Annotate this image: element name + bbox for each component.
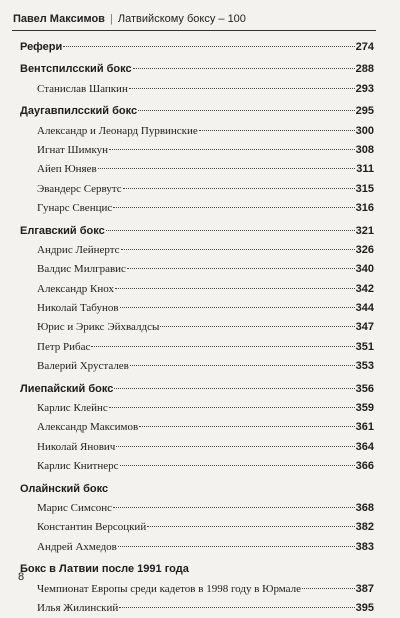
toc-entry [20,538,374,557]
dot-leader [109,149,355,150]
toc-label: Эвандерс Сервутс [37,182,122,195]
toc-entry [20,357,374,376]
toc-page-number: 326 [355,243,374,256]
dot-leader [115,288,355,289]
dot-leader [147,526,354,527]
toc-entry [20,241,374,260]
toc-label: Валдис Милгравис [37,263,126,276]
dot-leader [160,326,354,327]
dot-leader [63,46,354,47]
toc-entry [20,399,374,418]
dot-leader [138,110,355,111]
toc-label: Игнат Шимкун [37,143,109,156]
toc-entry [20,260,374,279]
header-book-title: Латвийскому боксу – 100 [117,13,246,25]
toc-page-number: 395 [355,601,374,614]
toc-label: Илья Жилинский [37,601,119,614]
running-header [13,13,246,25]
toc-entry [20,580,374,599]
toc-label: Айеп Юняев [37,163,97,176]
dot-leader [123,188,355,189]
toc-section [20,560,374,579]
dot-leader [91,346,354,347]
toc-entry [20,180,374,199]
toc-page-number: 359 [355,402,374,415]
toc-entry [20,141,374,160]
toc-page-number: 315 [355,182,374,195]
dot-leader [118,546,355,547]
toc-label: Андрей Ахмедов [37,540,117,553]
dot-leader [116,446,354,447]
dot-leader [133,68,355,69]
dot-leader [113,207,354,208]
toc-label: Олайнский бокс [20,482,109,495]
toc-page-number: 300 [355,124,374,137]
dot-leader [139,426,354,427]
dot-leader [121,249,355,250]
dot-leader [199,130,355,131]
toc-entry [20,280,374,299]
toc-section [20,380,374,399]
table-of-contents [20,38,374,618]
toc-label: Марис Симсонс [37,501,113,514]
toc-page-number: 382 [355,521,374,534]
toc-label: Бокс в Латвии после 1991 года [20,563,189,576]
dot-leader [302,588,355,589]
toc-label: Станислав Шапкин [37,82,128,95]
toc-entry [20,338,374,357]
toc-section [20,480,374,499]
dot-leader [130,365,355,366]
header-rule [12,30,376,31]
dot-leader [114,388,354,389]
toc-section [20,222,374,241]
toc-page-number: 293 [355,82,374,95]
toc-entry [20,160,374,179]
toc-entry [20,199,374,218]
toc-page-number: 364 [355,440,374,453]
toc-page-number: 321 [355,224,374,237]
toc-label: Андрис Лейнертс [37,243,120,256]
toc-label: Рефери [20,41,63,53]
toc-section [20,38,374,57]
header-author: Павел Максимов [13,13,105,25]
toc-entry [20,457,374,476]
dot-leader [109,407,355,408]
toc-entry [20,599,374,618]
toc-label: Александр Кнох [37,282,114,295]
dot-leader [129,88,355,89]
toc-page-number: 347 [355,321,374,334]
toc-entry [20,122,374,141]
toc-page-number: 344 [355,302,374,315]
toc-label: Лиепайский бокс [20,382,114,395]
toc-label: Чемпионат Европы среди кадетов в 1998 году в Юрмале [37,582,302,595]
toc-label: Петр Рибас [37,340,91,353]
toc-label: Елгавский бокс [20,224,105,237]
toc-section [20,60,374,79]
toc-entry [20,80,374,99]
toc-label: Николай Табунов [37,302,119,315]
toc-page-number: 387 [355,582,374,595]
toc-page-number: 368 [355,501,374,514]
toc-page-number: 356 [355,382,374,395]
dot-leader [120,465,355,466]
toc-label: Валерий Хрусталев [37,360,129,373]
dot-leader [113,507,355,508]
toc-entry [20,499,374,518]
toc-entry [20,318,374,337]
toc-page-number: 342 [355,282,374,295]
toc-page-number: 366 [355,460,374,473]
toc-label: Карлис Клейнс [37,402,108,415]
toc-label: Александр и Леонард Пурвинские [37,124,198,137]
toc-page-number: 361 [355,421,374,434]
toc-label: Карлис Книтнерс [37,460,119,473]
toc-page-number: 288 [355,63,374,76]
dot-leader [98,168,356,169]
toc-label: Николай Янович [37,440,116,453]
toc-page-number: 295 [355,105,374,118]
toc-section [20,102,374,121]
toc-page-number: 316 [355,202,374,215]
toc-page-number: 340 [355,263,374,276]
dot-leader [120,307,355,308]
toc-label: Константин Версоцкий [37,521,147,534]
dot-leader [119,607,354,608]
toc-page-number: 311 [356,163,374,176]
toc-label: Александр Максимов [37,421,139,434]
toc-entry [20,418,374,437]
toc-label: Даугавпилсский бокс [20,105,138,118]
toc-page-number: 353 [355,360,374,373]
toc-page-number: 351 [355,340,374,353]
toc-label: Гунарс Свенцис [37,202,113,215]
toc-entry [20,299,374,318]
toc-entry [20,438,374,457]
toc-page-number: 308 [355,143,374,156]
header-separator: | [110,13,113,25]
page-number: 8 [18,571,25,583]
toc-label: Вентспилсский бокс [20,63,132,76]
toc-page-number: 383 [355,540,374,553]
toc-label: Юрис и Эрикс Эйхвалдсы [37,321,160,334]
toc-page-number: 274 [355,41,374,53]
toc-entry [20,518,374,537]
dot-leader [106,230,355,231]
dot-leader [127,268,355,269]
